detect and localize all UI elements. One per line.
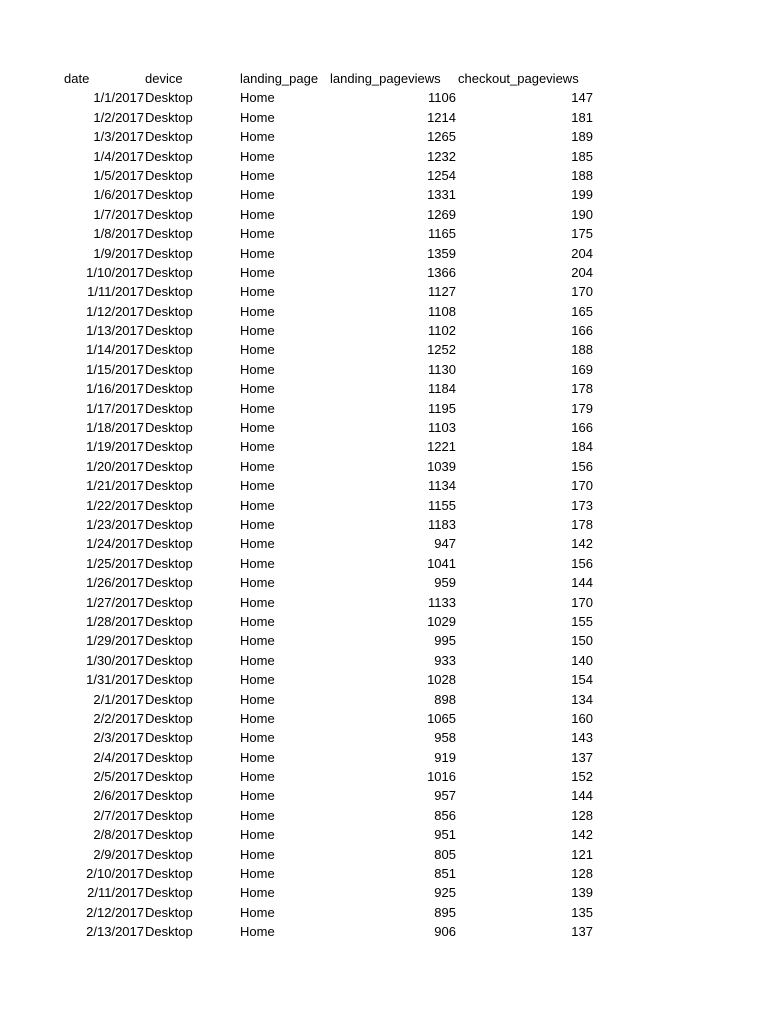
cell-device: Desktop <box>145 342 193 358</box>
cell-date: 2/8/2017 <box>93 827 144 843</box>
cell-checkout-pageviews: 190 <box>571 206 593 222</box>
cell-date: 2/2/2017 <box>93 710 144 726</box>
cell-date: 2/10/2017 <box>86 866 144 882</box>
table-row <box>62 845 602 864</box>
table-row <box>62 903 602 922</box>
cell-checkout-pageviews: 175 <box>571 226 593 242</box>
cell-landing-page: Home <box>240 730 275 746</box>
table-row <box>62 476 602 495</box>
cell-date: 1/2/2017 <box>93 109 144 125</box>
cell-landing-page: Home <box>240 497 275 513</box>
cell-date: 1/22/2017 <box>86 497 144 513</box>
cell-checkout-pageviews: 156 <box>571 458 593 474</box>
cell-checkout-pageviews: 204 <box>571 264 593 280</box>
table-row <box>62 282 602 301</box>
cell-landing-page: Home <box>240 478 275 494</box>
cell-landing-page: Home <box>240 361 275 377</box>
table-row <box>62 108 602 127</box>
cell-landing-pageviews: 951 <box>434 827 456 843</box>
header-landing-page: landing_page <box>240 71 319 86</box>
table-row <box>62 922 602 941</box>
cell-landing-page: Home <box>240 691 275 707</box>
cell-date: 1/26/2017 <box>86 575 144 591</box>
table-row <box>62 437 602 456</box>
cell-landing-page: Home <box>240 303 275 319</box>
cell-checkout-pageviews: 199 <box>571 187 593 203</box>
cell-landing-page: Home <box>240 516 275 532</box>
cell-landing-page: Home <box>240 458 275 474</box>
table-row <box>62 767 602 786</box>
cell-device: Desktop <box>145 652 193 668</box>
table-row <box>62 709 602 728</box>
cell-date: 1/31/2017 <box>86 672 144 688</box>
cell-checkout-pageviews: 147 <box>571 90 593 106</box>
data-table <box>62 69 602 942</box>
table-row <box>62 825 602 844</box>
header-checkout-pageviews: checkout_pageviews <box>458 71 579 86</box>
cell-landing-pageviews: 1359 <box>427 245 456 261</box>
cell-date: 2/7/2017 <box>93 807 144 823</box>
cell-checkout-pageviews: 137 <box>571 924 593 940</box>
cell-landing-pageviews: 1103 <box>428 420 456 436</box>
cell-date: 1/19/2017 <box>86 439 144 455</box>
cell-landing-pageviews: 1195 <box>428 400 456 416</box>
cell-date: 1/1/2017 <box>93 90 144 106</box>
cell-date: 1/21/2017 <box>86 478 144 494</box>
cell-landing-pageviews: 1331 <box>427 187 456 203</box>
cell-landing-page: Home <box>240 129 275 145</box>
cell-landing-pageviews: 925 <box>434 885 456 901</box>
table-row <box>62 593 602 612</box>
cell-date: 2/1/2017 <box>93 691 144 707</box>
cell-device: Desktop <box>145 420 193 436</box>
cell-date: 2/9/2017 <box>93 846 144 862</box>
cell-date: 1/27/2017 <box>86 594 144 610</box>
cell-landing-pageviews: 919 <box>434 749 456 765</box>
table-row <box>62 806 602 825</box>
cell-landing-page: Home <box>240 827 275 843</box>
table-row <box>62 321 602 340</box>
cell-landing-page: Home <box>240 575 275 591</box>
cell-device: Desktop <box>145 129 193 145</box>
table-row <box>62 340 602 359</box>
table-row <box>62 883 602 902</box>
cell-landing-page: Home <box>240 555 275 571</box>
cell-date: 1/5/2017 <box>93 167 144 183</box>
cell-landing-pageviews: 1102 <box>428 323 456 339</box>
cell-checkout-pageviews: 152 <box>571 769 593 785</box>
cell-device: Desktop <box>145 439 193 455</box>
cell-device: Desktop <box>145 924 193 940</box>
cell-device: Desktop <box>145 361 193 377</box>
cell-landing-pageviews: 1184 <box>428 381 456 397</box>
cell-landing-pageviews: 1183 <box>428 516 456 532</box>
cell-device: Desktop <box>145 458 193 474</box>
cell-landing-pageviews: 1269 <box>427 206 456 222</box>
cell-checkout-pageviews: 185 <box>571 148 593 164</box>
cell-device: Desktop <box>145 691 193 707</box>
cell-date: 1/3/2017 <box>93 129 144 145</box>
cell-checkout-pageviews: 188 <box>571 167 593 183</box>
table-row <box>62 302 602 321</box>
cell-device: Desktop <box>145 827 193 843</box>
cell-landing-pageviews: 957 <box>434 788 456 804</box>
table-row <box>62 147 602 166</box>
cell-landing-page: Home <box>240 904 275 920</box>
cell-device: Desktop <box>145 381 193 397</box>
cell-checkout-pageviews: 140 <box>571 652 593 668</box>
cell-checkout-pageviews: 137 <box>571 749 593 765</box>
table-row <box>62 166 602 185</box>
cell-device: Desktop <box>145 187 193 203</box>
cell-checkout-pageviews: 142 <box>571 827 593 843</box>
cell-checkout-pageviews: 170 <box>571 478 593 494</box>
table-row <box>62 185 602 204</box>
cell-device: Desktop <box>145 807 193 823</box>
cell-device: Desktop <box>145 284 193 300</box>
header-device: device <box>145 71 183 86</box>
cell-landing-pageviews: 805 <box>434 846 456 862</box>
cell-landing-page: Home <box>240 381 275 397</box>
cell-checkout-pageviews: 173 <box>571 497 593 513</box>
cell-date: 1/29/2017 <box>86 633 144 649</box>
cell-checkout-pageviews: 178 <box>571 516 593 532</box>
cell-checkout-pageviews: 144 <box>571 575 593 591</box>
table-row <box>62 224 602 243</box>
table-row <box>62 631 602 650</box>
cell-date: 1/30/2017 <box>86 652 144 668</box>
table-body <box>62 88 602 941</box>
cell-landing-pageviews: 1039 <box>427 458 456 474</box>
cell-landing-page: Home <box>240 846 275 862</box>
table-row <box>62 379 602 398</box>
cell-landing-pageviews: 1041 <box>427 555 456 571</box>
cell-date: 1/23/2017 <box>86 516 144 532</box>
table-row <box>62 670 602 689</box>
table-row <box>62 612 602 631</box>
cell-date: 1/18/2017 <box>86 420 144 436</box>
cell-date: 1/8/2017 <box>93 226 144 242</box>
table-row <box>62 573 602 592</box>
cell-checkout-pageviews: 169 <box>571 361 593 377</box>
cell-device: Desktop <box>145 555 193 571</box>
cell-checkout-pageviews: 204 <box>571 245 593 261</box>
cell-device: Desktop <box>145 516 193 532</box>
table-row <box>62 554 602 573</box>
table-row <box>62 418 602 437</box>
header-date: date <box>64 71 90 86</box>
cell-landing-pageviews: 1254 <box>427 167 456 183</box>
cell-checkout-pageviews: 143 <box>571 730 593 746</box>
cell-device: Desktop <box>145 303 193 319</box>
cell-landing-pageviews: 1265 <box>427 129 456 145</box>
cell-landing-pageviews: 1130 <box>428 361 456 377</box>
cell-landing-page: Home <box>240 400 275 416</box>
cell-landing-pageviews: 1029 <box>427 613 456 629</box>
cell-landing-pageviews: 851 <box>434 866 456 882</box>
cell-landing-page: Home <box>240 206 275 222</box>
cell-date: 2/4/2017 <box>93 749 144 765</box>
cell-device: Desktop <box>145 710 193 726</box>
cell-landing-page: Home <box>240 613 275 629</box>
cell-date: 1/15/2017 <box>86 361 144 377</box>
cell-landing-pageviews: 958 <box>434 730 456 746</box>
cell-device: Desktop <box>145 575 193 591</box>
cell-checkout-pageviews: 189 <box>571 129 593 145</box>
cell-checkout-pageviews: 179 <box>571 400 593 416</box>
cell-device: Desktop <box>145 633 193 649</box>
cell-checkout-pageviews: 170 <box>571 284 593 300</box>
cell-checkout-pageviews: 165 <box>571 303 593 319</box>
cell-landing-page: Home <box>240 710 275 726</box>
cell-landing-pageviews: 959 <box>434 575 456 591</box>
cell-checkout-pageviews: 139 <box>571 885 593 901</box>
cell-landing-page: Home <box>240 866 275 882</box>
cell-landing-page: Home <box>240 672 275 688</box>
cell-date: 1/4/2017 <box>93 148 144 164</box>
cell-date: 1/17/2017 <box>86 400 144 416</box>
cell-landing-pageviews: 1127 <box>428 284 456 300</box>
cell-checkout-pageviews: 170 <box>571 594 593 610</box>
table-row <box>62 864 602 883</box>
cell-checkout-pageviews: 121 <box>571 846 593 862</box>
cell-device: Desktop <box>145 788 193 804</box>
cell-landing-page: Home <box>240 652 275 668</box>
cell-landing-page: Home <box>240 769 275 785</box>
cell-device: Desktop <box>145 846 193 862</box>
cell-date: 1/24/2017 <box>86 536 144 552</box>
table-row <box>62 127 602 146</box>
cell-device: Desktop <box>145 109 193 125</box>
cell-landing-page: Home <box>240 323 275 339</box>
cell-device: Desktop <box>145 904 193 920</box>
cell-landing-page: Home <box>240 148 275 164</box>
cell-date: 2/3/2017 <box>93 730 144 746</box>
table-row <box>62 690 602 709</box>
table-header <box>62 69 602 88</box>
cell-checkout-pageviews: 135 <box>571 904 593 920</box>
cell-checkout-pageviews: 156 <box>571 555 593 571</box>
header-landing-pageviews: landing_pageviews <box>330 71 441 86</box>
cell-device: Desktop <box>145 400 193 416</box>
cell-landing-page: Home <box>240 90 275 106</box>
cell-landing-pageviews: 1108 <box>428 303 456 319</box>
cell-date: 1/11/2017 <box>87 284 144 300</box>
cell-landing-page: Home <box>240 245 275 261</box>
cell-device: Desktop <box>145 672 193 688</box>
cell-date: 1/20/2017 <box>86 458 144 474</box>
cell-device: Desktop <box>145 245 193 261</box>
cell-checkout-pageviews: 128 <box>571 807 593 823</box>
cell-landing-page: Home <box>240 924 275 940</box>
cell-landing-pageviews: 1133 <box>428 594 456 610</box>
cell-landing-pageviews: 1016 <box>427 769 456 785</box>
cell-landing-page: Home <box>240 594 275 610</box>
cell-landing-pageviews: 1165 <box>428 226 456 242</box>
cell-landing-pageviews: 1134 <box>428 478 456 494</box>
cell-device: Desktop <box>145 594 193 610</box>
table-row <box>62 244 602 263</box>
cell-date: 1/6/2017 <box>93 187 144 203</box>
cell-landing-page: Home <box>240 284 275 300</box>
table-row <box>62 728 602 747</box>
cell-date: 1/9/2017 <box>93 245 144 261</box>
cell-date: 1/28/2017 <box>86 613 144 629</box>
cell-landing-page: Home <box>240 187 275 203</box>
cell-landing-page: Home <box>240 807 275 823</box>
cell-checkout-pageviews: 155 <box>571 613 593 629</box>
cell-landing-page: Home <box>240 749 275 765</box>
cell-landing-pageviews: 1214 <box>427 109 456 125</box>
cell-checkout-pageviews: 142 <box>571 536 593 552</box>
cell-date: 2/6/2017 <box>93 788 144 804</box>
cell-date: 1/25/2017 <box>86 555 144 571</box>
cell-checkout-pageviews: 150 <box>571 633 593 649</box>
cell-date: 2/12/2017 <box>86 904 144 920</box>
cell-landing-page: Home <box>240 167 275 183</box>
cell-checkout-pageviews: 188 <box>571 342 593 358</box>
cell-landing-pageviews: 1106 <box>428 90 456 106</box>
cell-device: Desktop <box>145 769 193 785</box>
cell-device: Desktop <box>145 226 193 242</box>
cell-checkout-pageviews: 166 <box>571 323 593 339</box>
table-row <box>62 786 602 805</box>
table-row <box>62 651 602 670</box>
cell-date: 2/5/2017 <box>93 769 144 785</box>
cell-date: 1/13/2017 <box>86 323 144 339</box>
cell-date: 1/14/2017 <box>86 342 144 358</box>
cell-device: Desktop <box>145 497 193 513</box>
table-row <box>62 496 602 515</box>
cell-checkout-pageviews: 128 <box>571 866 593 882</box>
cell-landing-pageviews: 1252 <box>427 342 456 358</box>
table-row <box>62 748 602 767</box>
cell-device: Desktop <box>145 749 193 765</box>
table-row <box>62 399 602 418</box>
cell-landing-page: Home <box>240 342 275 358</box>
table-row <box>62 515 602 534</box>
cell-checkout-pageviews: 154 <box>571 672 593 688</box>
table-row <box>62 88 602 107</box>
cell-landing-page: Home <box>240 439 275 455</box>
cell-device: Desktop <box>145 536 193 552</box>
cell-landing-pageviews: 898 <box>434 691 456 707</box>
cell-device: Desktop <box>145 866 193 882</box>
cell-landing-page: Home <box>240 885 275 901</box>
cell-landing-pageviews: 933 <box>434 652 456 668</box>
cell-landing-pageviews: 1065 <box>427 710 456 726</box>
cell-landing-page: Home <box>240 226 275 242</box>
table-row <box>62 205 602 224</box>
cell-checkout-pageviews: 166 <box>571 420 593 436</box>
cell-landing-page: Home <box>240 109 275 125</box>
table-row <box>62 457 602 476</box>
cell-device: Desktop <box>145 885 193 901</box>
cell-date: 1/16/2017 <box>86 381 144 397</box>
cell-date: 1/12/2017 <box>86 303 144 319</box>
cell-landing-page: Home <box>240 264 275 280</box>
cell-device: Desktop <box>145 613 193 629</box>
cell-checkout-pageviews: 134 <box>571 691 593 707</box>
cell-landing-pageviews: 856 <box>434 807 456 823</box>
cell-device: Desktop <box>145 323 193 339</box>
cell-checkout-pageviews: 184 <box>571 439 593 455</box>
cell-landing-pageviews: 895 <box>434 904 456 920</box>
cell-date: 1/10/2017 <box>86 264 144 280</box>
cell-landing-page: Home <box>240 633 275 649</box>
cell-device: Desktop <box>145 148 193 164</box>
cell-device: Desktop <box>145 264 193 280</box>
cell-device: Desktop <box>145 167 193 183</box>
cell-checkout-pageviews: 160 <box>571 710 593 726</box>
cell-device: Desktop <box>145 478 193 494</box>
cell-landing-page: Home <box>240 536 275 552</box>
cell-device: Desktop <box>145 206 193 222</box>
cell-device: Desktop <box>145 90 193 106</box>
cell-checkout-pageviews: 181 <box>571 109 593 125</box>
cell-landing-pageviews: 995 <box>434 633 456 649</box>
cell-device: Desktop <box>145 730 193 746</box>
cell-landing-page: Home <box>240 420 275 436</box>
cell-landing-pageviews: 1366 <box>427 264 456 280</box>
cell-landing-pageviews: 1232 <box>427 148 456 164</box>
table-row <box>62 360 602 379</box>
cell-landing-pageviews: 906 <box>434 924 456 940</box>
cell-date: 2/11/2017 <box>87 885 144 901</box>
table-row <box>62 534 602 553</box>
table-row <box>62 263 602 282</box>
cell-checkout-pageviews: 178 <box>571 381 593 397</box>
cell-landing-pageviews: 1028 <box>427 672 456 688</box>
cell-checkout-pageviews: 144 <box>571 788 593 804</box>
cell-date: 1/7/2017 <box>93 206 144 222</box>
cell-landing-pageviews: 1155 <box>428 497 456 513</box>
cell-date: 2/13/2017 <box>86 924 144 940</box>
cell-landing-page: Home <box>240 788 275 804</box>
cell-landing-pageviews: 1221 <box>427 439 456 455</box>
cell-landing-pageviews: 947 <box>434 536 456 552</box>
